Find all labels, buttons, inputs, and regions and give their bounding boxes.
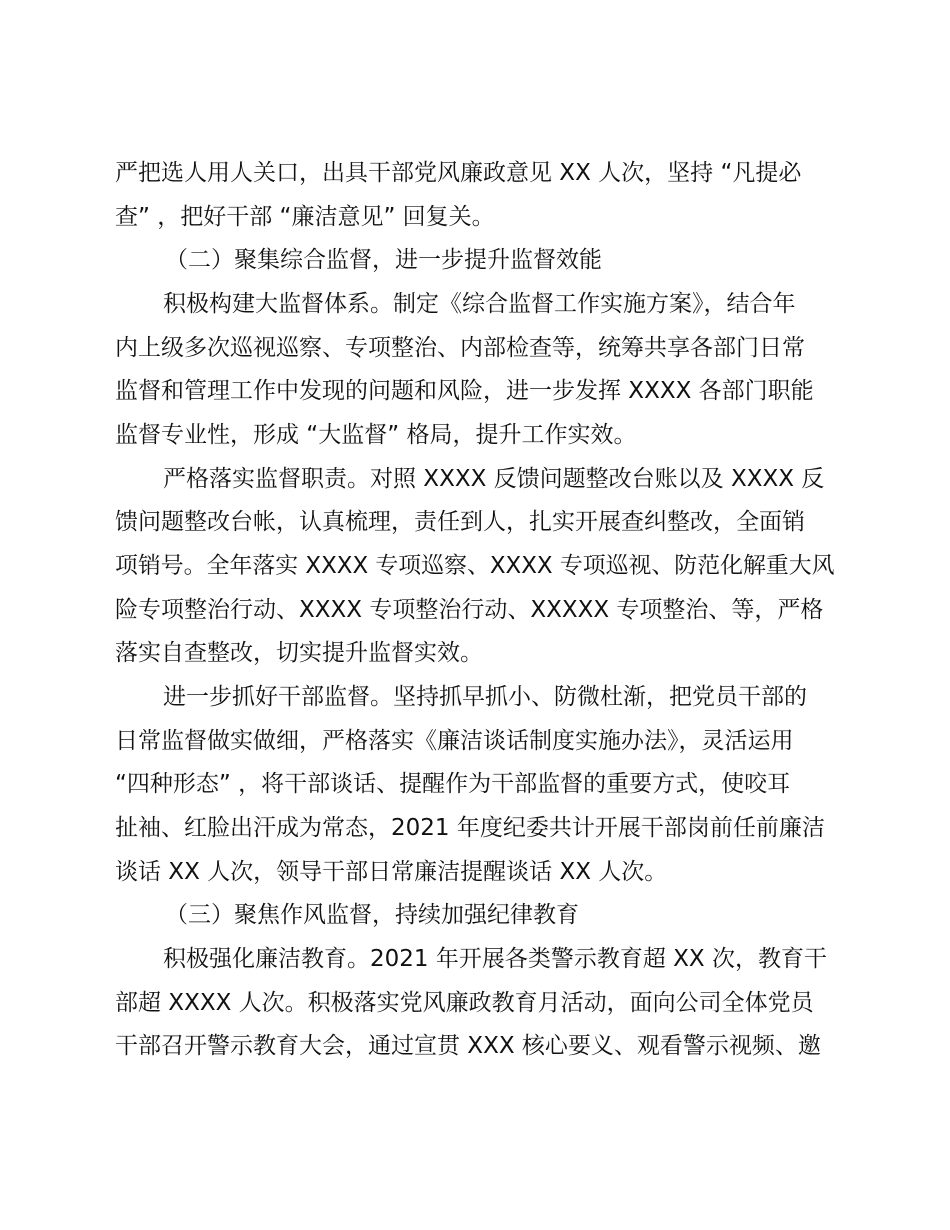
text-line: 内上级多次巡视巡察、专项整治、内部检查等，统筹共享各部门日常 bbox=[115, 335, 805, 361]
text-line: 干部召开警示教育大会，通过宣贯 XXX 核心要义、观看警示视频、邀 bbox=[115, 1033, 821, 1059]
text-line: 监督和管理工作中发现的问题和风险，进一步发挥 XXXX 各部门职能 bbox=[115, 378, 814, 404]
text-line: 积极构建大监督体系。制定《综合监督工作实施方案》，结合年 bbox=[163, 291, 796, 317]
section-heading: （二）聚集综合监督，进一步提升监督效能 bbox=[165, 247, 602, 273]
text-line: 查” ，把好干部 “廉洁意见” 回复关。 bbox=[115, 204, 495, 230]
text-line: 积极强化廉洁教育。2021 年开展各类警示教育超 XX 次，教育干 bbox=[163, 946, 827, 972]
text-line: 监督专业性，形成 “大监督” 格局，提升工作实效。 bbox=[115, 422, 637, 448]
section-heading: （三）聚焦作风监督，持续加强纪律教育 bbox=[165, 902, 579, 928]
text-line: 严把选人用人关口，出具干部党风廉政意见 XX 人次，坚持 “凡提必 bbox=[115, 160, 802, 186]
text-line: 项销号。全年落实 XXXX 专项巡察、XXXX 专项巡视、防范化解重大风 bbox=[115, 553, 835, 579]
text-line: 严格落实监督职责。对照 XXXX 反馈问题整改台账以及 XXXX 反 bbox=[163, 466, 825, 492]
text-line: 馈问题整改台帐，认真梳理，责任到人，扎实开展查纠整改，全面销 bbox=[115, 509, 805, 535]
text-line: 谈话 XX 人次，领导干部日常廉洁提醒谈话 XX 人次。 bbox=[115, 859, 668, 885]
text-line: 落实自查整改，切实提升监督实效。 bbox=[115, 640, 483, 666]
text-line: 日常监督做实做细，严格落实《廉洁谈话制度实施办法》，灵活运用 bbox=[115, 728, 794, 754]
text-line: 险专项整治行动、XXXX 专项整治行动、XXXXX 专项整治、等，严格 bbox=[115, 597, 824, 623]
text-line: 部超 XXXX 人次。积极落实党风廉政教育月活动，面向公司全体党员 bbox=[115, 990, 814, 1016]
text-line: 进一步抓好干部监督。坚持抓早抓小、防微杜渐，把党员干部的 bbox=[163, 684, 807, 710]
text-line: 扯袖、红脸出汗成为常态，2021 年度纪委共计开展干部岗前任前廉洁 bbox=[115, 815, 825, 841]
text-line: “四种形态” ，将干部谈话、提醒作为干部监督的重要方式，使咬耳 bbox=[115, 771, 791, 797]
